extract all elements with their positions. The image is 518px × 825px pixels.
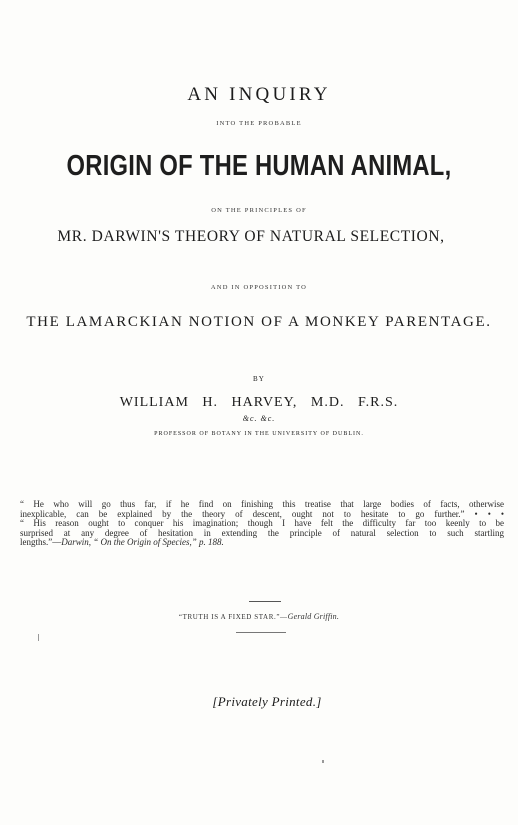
- subheading-opposition: AND IN OPPOSITION TO: [210, 284, 308, 291]
- print-speck: [322, 760, 324, 763]
- epigraph-last-prefix: lengths.”—: [20, 537, 62, 547]
- epigraph-line-last: [20, 538, 504, 548]
- divider-bottom: [236, 632, 286, 633]
- author-etc: &c. &c.: [242, 414, 276, 423]
- author-affiliation: PROFESSOR OF BOTANY IN THE UNIVERSITY OF DUBLIN.: [154, 431, 364, 437]
- motto: [0, 612, 518, 621]
- by-line: BY: [252, 375, 266, 383]
- subheading-into: INTO THE PROBABLE: [216, 120, 302, 127]
- epigraph-line: “ He who will go thus far, if he find on finishing this treatise that large bodies of facts, otherwise: [20, 499, 504, 509]
- epigraph-line: “ His reason ought to conquer his imagination; though I have felt the difficulty far too keenly to be: [20, 518, 504, 528]
- epigraph-line: surprised at any degree of hesitation in extending the principle of natural selection to such startling: [20, 527, 504, 538]
- divider-top: [249, 601, 281, 602]
- motto-author: Gerald Griffin.: [287, 612, 340, 621]
- epigraph: [20, 500, 504, 548]
- theory-line: MR. DARWIN'S THEORY OF NATURAL SELECTION,: [57, 228, 445, 245]
- imprint: [Privately Printed.]: [212, 694, 322, 709]
- main-title: ORIGIN OF THE HUMAN ANIMAL,: [66, 150, 452, 182]
- epigraph-line: inexplicable, can be explained by the theory of descent, ought not to hesitate to go further.” • • •: [20, 508, 504, 519]
- lamarck-line: THE LAMARCKIAN NOTION OF A MONKEY PARENTAGE.: [26, 314, 492, 330]
- heading: AN INQUIRY: [187, 84, 331, 105]
- subheading-principles: ON THE PRINCIPLES OF: [211, 207, 307, 214]
- epigraph-source: Darwin, “ On the Origin of Species,” p. 188.: [61, 537, 224, 547]
- print-speck: [38, 634, 39, 641]
- motto-text: “TRUTH IS A FIXED STAR.”—: [178, 613, 288, 621]
- author-name: WILLIAM H. HARVEY, M.D. F.R.S.: [119, 395, 399, 410]
